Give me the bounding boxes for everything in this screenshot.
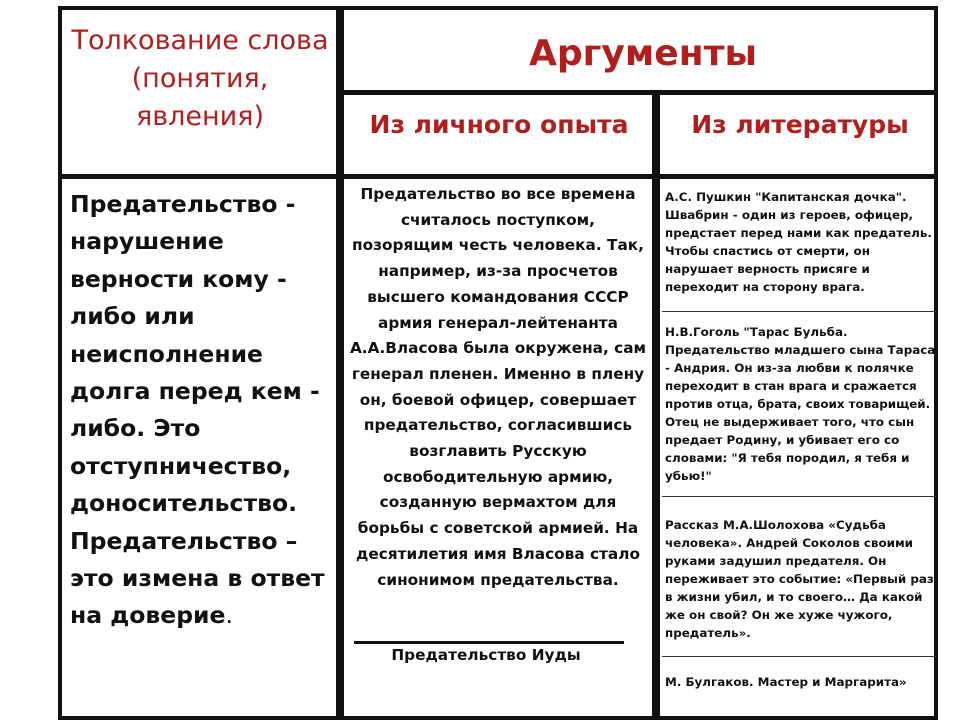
definition-text (70, 186, 340, 716)
personal-experience-header: Из личного опыта (369, 110, 629, 139)
judas-text: Предательство Иуды (391, 646, 581, 664)
literature-item-bulgakov: М. Булгаков. Мастер и Маргарита» (665, 675, 907, 689)
definition-end: . (225, 601, 233, 630)
definition-main: Предательство - нарушение верности кому - либо или неисполнение долга перед кем - либо. Это отступничество, доносительство. Предательство – это измена в ответ на доверие (70, 190, 325, 630)
literature-divider-2 (662, 496, 936, 497)
arguments-header: Аргументы (528, 33, 758, 74)
definition-header: Толкование слова (понятия, явления) (71, 25, 329, 132)
literature-divider-3 (662, 656, 936, 657)
literature-header: Из литературы (691, 110, 909, 139)
literature-item-sholokhov: Рассказ М.А.Шолохова «Судьба человека». Андрей Соколов своими руками задушил предателя. Он переживает это событие: «Первый раз в жизни убил, и то своего… Да какой же он свой? Он же хуже чужого, предатель». (665, 518, 934, 640)
literature-item-pushkin: А.С. Пушкин "Капитанская дочка". Швабрин - один из героев, офицер, предстает перед нами как предатель. Чтобы спастись от смерти, он нарушает верность присяге и переходит на сторону врага. (665, 190, 932, 294)
arguments-table (58, 6, 938, 720)
literature-divider-1 (662, 311, 936, 312)
column-divider-2 (652, 94, 660, 716)
personal-experience-text: Предательство во все времена считалось поступком, позорящим честь человека. Так, например, из-за просчетов высшего командования СССР армия генерал-лейтенанта А.А.Власова была окружена, сам генерал пленен. Именно в плену он, боевой офицер, совершает предательство, согласившись возглавить Русскую освободительную армию, созданную вермахтом для борьбы с советской армией. На десятилетия имя Власова стало синонимом предательства. (349, 185, 647, 589)
literature-item-gogol: Н.В.Гоголь "Тарас Бульба. Предательство младшего сына Тараса - Андрия. Он из-за любви к полячке переходит в стан врага и сражается против отца, брата, своих товарищей. Отец не выдерживает того, что сын предает Родину, и убивает его со словами: "Я тебя породил, я тебя и убью!" (665, 325, 936, 483)
